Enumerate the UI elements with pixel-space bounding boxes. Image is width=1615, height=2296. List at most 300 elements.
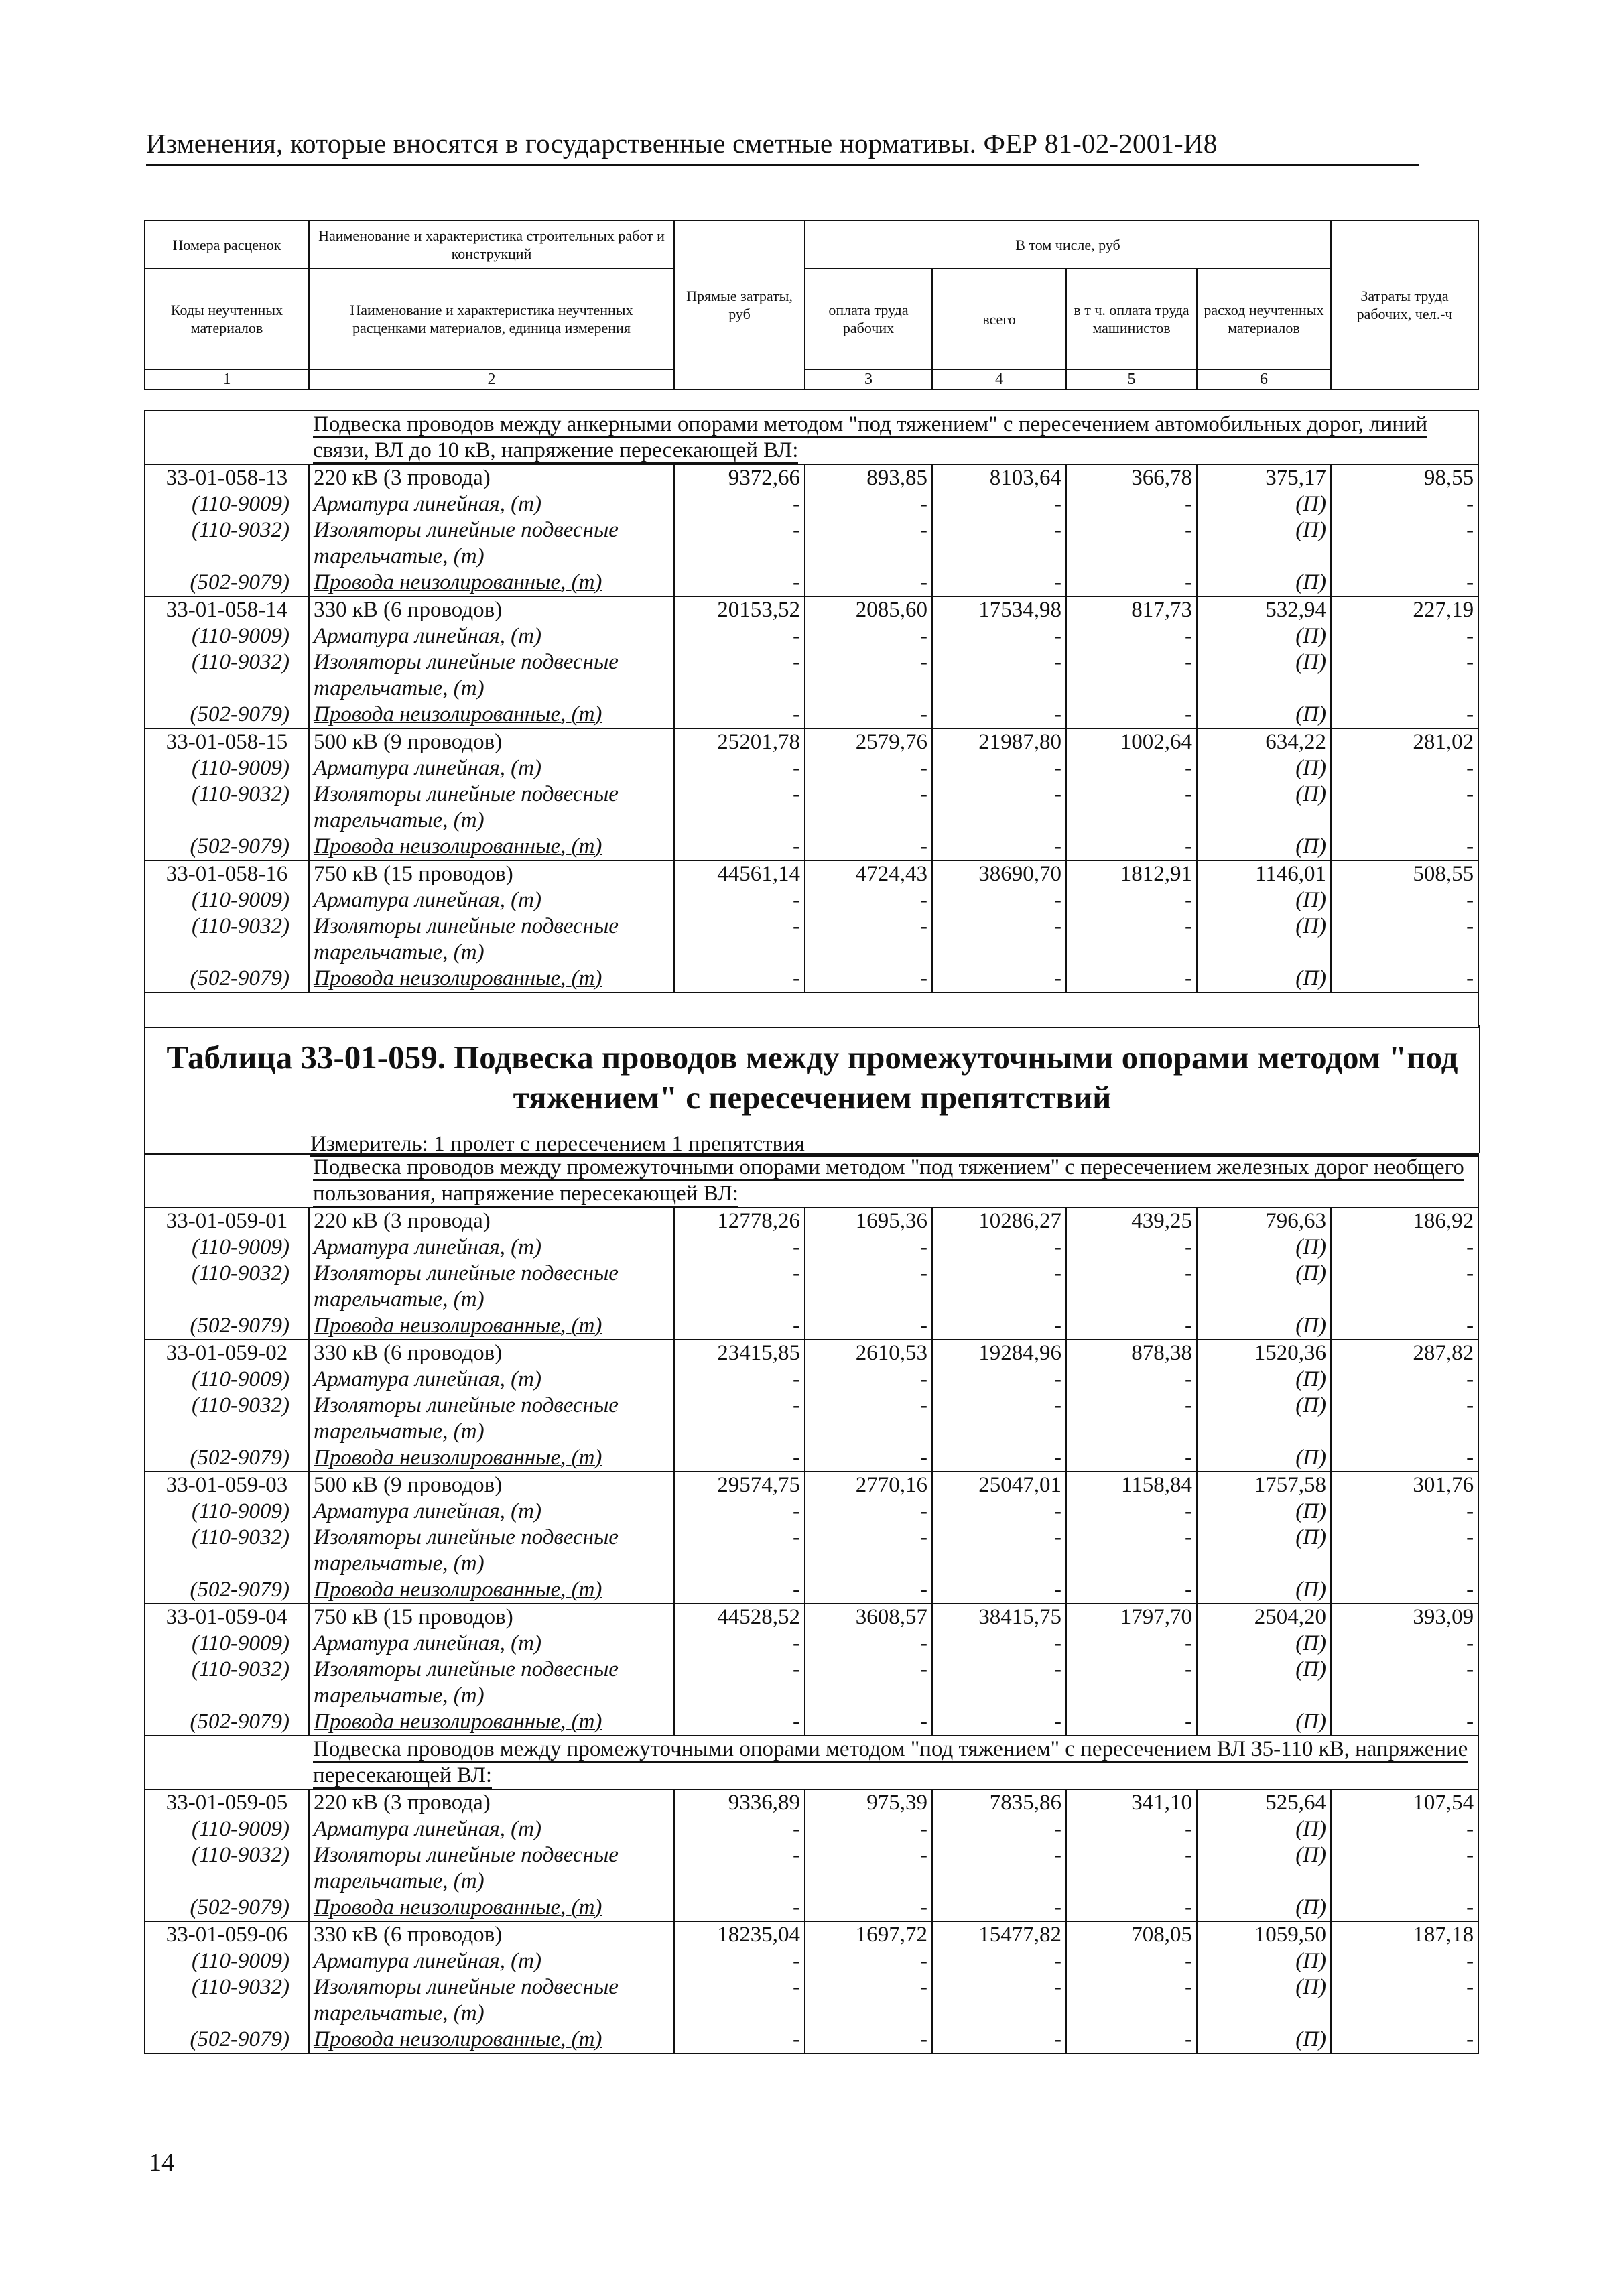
- operator-pay: 366,78: [1066, 464, 1197, 491]
- rate-code: 33-01-059-04: [145, 1604, 309, 1631]
- material-row: [145, 1895, 1478, 1921]
- labor-hours: -: [1331, 1895, 1478, 1921]
- section-heading: [309, 411, 1478, 464]
- material-code: (110-9009): [145, 623, 309, 649]
- operator-pay: -: [1066, 1498, 1197, 1525]
- machines-total: [932, 1287, 1066, 1313]
- material-use: (П): [1197, 966, 1331, 993]
- labor-hours: -: [1331, 1261, 1478, 1287]
- direct-costs: 9336,89: [674, 1789, 805, 1816]
- direct-costs: -: [674, 1709, 805, 1736]
- worker-pay: -: [805, 1313, 932, 1340]
- material-code: (110-9032): [145, 649, 309, 676]
- labor-hours: -: [1331, 1842, 1478, 1868]
- direct-costs: -: [674, 1313, 805, 1340]
- worker-pay: -: [805, 1525, 932, 1551]
- column-number-3: 3: [805, 369, 932, 389]
- material-row: [145, 808, 1478, 834]
- material-code: (110-9009): [145, 1366, 309, 1393]
- material-use: (П): [1197, 649, 1331, 676]
- labor-hours: [1331, 1419, 1478, 1445]
- header-including: В том числе, руб: [805, 220, 1331, 269]
- material-use: (П): [1197, 834, 1331, 860]
- operator-pay: [1066, 808, 1197, 834]
- material-row: [145, 491, 1478, 517]
- worker-pay: -: [805, 913, 932, 940]
- material-row: [145, 1366, 1478, 1393]
- material-use: (П): [1197, 517, 1331, 544]
- operator-pay: -: [1066, 781, 1197, 808]
- operator-pay: 1812,91: [1066, 860, 1197, 887]
- material-name: Изоляторы линейные подвесные: [309, 1261, 674, 1287]
- direct-costs: -: [674, 491, 805, 517]
- material-code: (110-9032): [145, 1842, 309, 1868]
- machines-total: [932, 1868, 1066, 1895]
- material-row: [145, 1287, 1478, 1313]
- material-code: (110-9032): [145, 1657, 309, 1683]
- material-name: Провода неизолированные, (т): [309, 834, 674, 860]
- material-code: (502-9079): [145, 834, 309, 860]
- direct-costs: -: [674, 1657, 805, 1683]
- direct-costs: -: [674, 887, 805, 913]
- direct-costs: 12778,26: [674, 1208, 805, 1234]
- worker-pay: -: [805, 1842, 932, 1868]
- page-number: 14: [149, 2149, 174, 2177]
- table-title-block: [144, 1025, 1480, 1156]
- machines-total: -: [932, 1261, 1066, 1287]
- material-code: (502-9079): [145, 1577, 309, 1604]
- operator-pay: -: [1066, 1234, 1197, 1261]
- worker-pay: -: [805, 623, 932, 649]
- lower-table-body: [144, 1153, 1479, 2054]
- material-use: [1197, 1287, 1331, 1313]
- material-row: [145, 1551, 1478, 1577]
- material-use: 375,17: [1197, 464, 1331, 491]
- worker-pay: -: [805, 834, 932, 860]
- machines-total: -: [932, 1631, 1066, 1657]
- rate-name: 330 кВ (6 проводов): [309, 1340, 674, 1366]
- material-row: [145, 544, 1478, 570]
- worker-pay: [805, 1868, 932, 1895]
- direct-costs: -: [674, 1816, 805, 1842]
- direct-costs: -: [674, 1498, 805, 1525]
- rate-row: [145, 1208, 1478, 1234]
- material-row: [145, 887, 1478, 913]
- material-code: [145, 1551, 309, 1577]
- machines-total: -: [932, 1948, 1066, 1974]
- machines-total: [932, 1419, 1066, 1445]
- operator-pay: 708,05: [1066, 1921, 1197, 1948]
- direct-costs: 29574,75: [674, 1472, 805, 1498]
- table-title: Таблица 33-01-059. Подвеска проводов между промежуточными опорами методом "под тяжением" с пересечением препятствий: [166, 1039, 1458, 1116]
- worker-pay: -: [805, 1261, 932, 1287]
- measure-unit: Измеритель: 1 пролет с пересечением 1 препятствия: [310, 1133, 1479, 1157]
- material-code: (110-9032): [145, 913, 309, 940]
- worker-pay: -: [805, 1895, 932, 1921]
- header-material-name: Наименование и характеристика неучтенных расценками материалов, единица измерения: [309, 269, 674, 369]
- direct-costs: [674, 808, 805, 834]
- machines-total: -: [932, 1525, 1066, 1551]
- material-use: (П): [1197, 1234, 1331, 1261]
- worker-pay: 2610,53: [805, 1340, 932, 1366]
- material-row: [145, 1842, 1478, 1868]
- column-number-1: 1: [145, 369, 309, 389]
- material-name: Изоляторы линейные подвесные: [309, 913, 674, 940]
- labor-hours: [1331, 1551, 1478, 1577]
- material-code: (110-9032): [145, 1974, 309, 2000]
- worker-pay: -: [805, 1498, 932, 1525]
- material-use: (П): [1197, 570, 1331, 596]
- direct-costs: [674, 1868, 805, 1895]
- direct-costs: -: [674, 834, 805, 860]
- labor-hours: -: [1331, 1657, 1478, 1683]
- machines-total: -: [932, 1816, 1066, 1842]
- machines-total: -: [932, 1842, 1066, 1868]
- worker-pay: 2579,76: [805, 728, 932, 755]
- operator-pay: [1066, 1683, 1197, 1709]
- labor-hours: 107,54: [1331, 1789, 1478, 1816]
- labor-hours: -: [1331, 966, 1478, 993]
- operator-pay: 439,25: [1066, 1208, 1197, 1234]
- material-use: (П): [1197, 913, 1331, 940]
- section-heading-text: Подвеска проводов между промежуточными опорами методом "под тяжением" с пересечением ВЛ 35-110 кВ, напряжение пересекающей ВЛ:: [313, 1737, 1468, 1787]
- direct-costs: -: [674, 623, 805, 649]
- machines-total: -: [932, 913, 1066, 940]
- material-use: [1197, 1683, 1331, 1709]
- operator-pay: -: [1066, 1313, 1197, 1340]
- material-use: (П): [1197, 1393, 1331, 1419]
- section-heading-text: Подвеска проводов между промежуточными опорами методом "под тяжением" с пересечением железных дорог необщего пользования, напряжение пересекающей ВЛ:: [313, 1155, 1464, 1206]
- material-code: (110-9009): [145, 491, 309, 517]
- operator-pay: -: [1066, 1816, 1197, 1842]
- rate-row: [145, 728, 1478, 755]
- material-use: 1059,50: [1197, 1921, 1331, 1948]
- machines-total: -: [932, 1974, 1066, 2000]
- direct-costs: -: [674, 755, 805, 781]
- material-row: [145, 570, 1478, 596]
- direct-costs: 44561,14: [674, 860, 805, 887]
- rate-row: [145, 1921, 1478, 1948]
- material-row: [145, 1657, 1478, 1683]
- operator-pay: [1066, 1287, 1197, 1313]
- material-name: тарельчатые, (т): [309, 940, 674, 966]
- worker-pay: -: [805, 1366, 932, 1393]
- machines-total: 7835,86: [932, 1789, 1066, 1816]
- machines-total: -: [932, 1366, 1066, 1393]
- section-code-blank: [145, 411, 309, 464]
- material-name: Изоляторы линейные подвесные: [309, 1974, 674, 2000]
- material-name: Арматура линейная, (т): [309, 1366, 674, 1393]
- labor-hours: -: [1331, 623, 1478, 649]
- material-row: [145, 623, 1478, 649]
- worker-pay: -: [805, 1234, 932, 1261]
- worker-pay: [805, 1683, 932, 1709]
- operator-pay: -: [1066, 834, 1197, 860]
- operator-pay: -: [1066, 1948, 1197, 1974]
- worker-pay: -: [805, 1631, 932, 1657]
- direct-costs: -: [674, 1895, 805, 1921]
- material-use: [1197, 1551, 1331, 1577]
- operator-pay: -: [1066, 649, 1197, 676]
- labor-hours: -: [1331, 755, 1478, 781]
- operator-pay: -: [1066, 2027, 1197, 2053]
- material-use: (П): [1197, 755, 1331, 781]
- operator-pay: 878,38: [1066, 1340, 1197, 1366]
- machines-total: 38415,75: [932, 1604, 1066, 1631]
- worker-pay: 893,85: [805, 464, 932, 491]
- labor-hours: 393,09: [1331, 1604, 1478, 1631]
- rate-code: 33-01-059-06: [145, 1921, 309, 1948]
- machines-total: 38690,70: [932, 860, 1066, 887]
- labor-hours: -: [1331, 517, 1478, 544]
- worker-pay: -: [805, 887, 932, 913]
- worker-pay: -: [805, 1816, 932, 1842]
- section-code-blank: [145, 1154, 309, 1208]
- material-code: (110-9009): [145, 1816, 309, 1842]
- worker-pay: [805, 808, 932, 834]
- material-name: Провода неизолированные, (т): [309, 966, 674, 993]
- labor-hours: -: [1331, 1631, 1478, 1657]
- direct-costs: [674, 1683, 805, 1709]
- worker-pay: 2770,16: [805, 1472, 932, 1498]
- material-name: Провода неизолированные, (т): [309, 1577, 674, 1604]
- labor-hours: -: [1331, 913, 1478, 940]
- labor-hours: -: [1331, 702, 1478, 728]
- section-heading-row: [145, 1154, 1478, 1208]
- operator-pay: -: [1066, 966, 1197, 993]
- worker-pay: -: [805, 966, 932, 993]
- material-code: [145, 1419, 309, 1445]
- material-code: (110-9009): [145, 755, 309, 781]
- direct-costs: -: [674, 649, 805, 676]
- material-row: [145, 913, 1478, 940]
- operator-pay: -: [1066, 517, 1197, 544]
- labor-hours: [1331, 2000, 1478, 2027]
- material-code: (502-9079): [145, 1445, 309, 1472]
- rate-row: [145, 1604, 1478, 1631]
- labor-hours: -: [1331, 1313, 1478, 1340]
- direct-costs: -: [674, 781, 805, 808]
- direct-costs: -: [674, 570, 805, 596]
- material-name: Изоляторы линейные подвесные: [309, 781, 674, 808]
- direct-costs: -: [674, 966, 805, 993]
- operator-pay: [1066, 1419, 1197, 1445]
- rate-name: 330 кВ (6 проводов): [309, 596, 674, 623]
- material-use: (П): [1197, 1948, 1331, 1974]
- direct-costs: -: [674, 1234, 805, 1261]
- table-spacer: [145, 993, 1478, 1027]
- material-use: (П): [1197, 1657, 1331, 1683]
- material-use: 2504,20: [1197, 1604, 1331, 1631]
- labor-hours: -: [1331, 887, 1478, 913]
- worker-pay: -: [805, 781, 932, 808]
- material-code: (502-9079): [145, 570, 309, 596]
- machines-total: -: [932, 702, 1066, 728]
- material-code: [145, 808, 309, 834]
- material-use: (П): [1197, 781, 1331, 808]
- section-heading-row: [145, 1736, 1478, 1789]
- material-name: Арматура линейная, (т): [309, 1498, 674, 1525]
- material-use: [1197, 1419, 1331, 1445]
- material-use: (П): [1197, 1816, 1331, 1842]
- column-number-2: 2: [309, 369, 674, 389]
- rate-code: 33-01-059-02: [145, 1340, 309, 1366]
- material-use: (П): [1197, 1261, 1331, 1287]
- operator-pay: -: [1066, 702, 1197, 728]
- material-row: [145, 1234, 1478, 1261]
- worker-pay: -: [805, 491, 932, 517]
- material-row: [145, 1816, 1478, 1842]
- direct-costs: [674, 1287, 805, 1313]
- operator-pay: -: [1066, 570, 1197, 596]
- material-row: [145, 1498, 1478, 1525]
- material-code: (110-9032): [145, 1525, 309, 1551]
- material-name: Арматура линейная, (т): [309, 887, 674, 913]
- labor-hours: -: [1331, 834, 1478, 860]
- operator-pay: [1066, 1551, 1197, 1577]
- material-name: тарельчатые, (т): [309, 1868, 674, 1895]
- operator-pay: -: [1066, 623, 1197, 649]
- direct-costs: [674, 1419, 805, 1445]
- material-row: [145, 1683, 1478, 1709]
- material-code: (110-9009): [145, 1498, 309, 1525]
- labor-hours: 227,19: [1331, 596, 1478, 623]
- material-name: Изоляторы линейные подвесные: [309, 1842, 674, 1868]
- direct-costs: -: [674, 1631, 805, 1657]
- material-row: [145, 1577, 1478, 1604]
- machines-total: -: [932, 2027, 1066, 2053]
- material-code: [145, 1683, 309, 1709]
- material-use: (П): [1197, 1445, 1331, 1472]
- material-name: тарельчатые, (т): [309, 1287, 674, 1313]
- machines-total: [932, 808, 1066, 834]
- material-row: [145, 1419, 1478, 1445]
- direct-costs: -: [674, 1525, 805, 1551]
- labor-hours: -: [1331, 1816, 1478, 1842]
- labor-hours: -: [1331, 1366, 1478, 1393]
- section-heading-row: [145, 411, 1478, 464]
- material-use: 796,63: [1197, 1208, 1331, 1234]
- material-row: [145, 1974, 1478, 2000]
- material-name: Изоляторы линейные подвесные: [309, 1657, 674, 1683]
- material-use: (П): [1197, 1895, 1331, 1921]
- material-use: (П): [1197, 623, 1331, 649]
- direct-costs: -: [674, 1366, 805, 1393]
- material-name: тарельчатые, (т): [309, 1683, 674, 1709]
- material-name: Изоляторы линейные подвесные: [309, 517, 674, 544]
- labor-hours: -: [1331, 1498, 1478, 1525]
- material-name: тарельчатые, (т): [309, 676, 674, 702]
- material-code: (502-9079): [145, 1313, 309, 1340]
- rate-name: 220 кВ (3 провода): [309, 1789, 674, 1816]
- section-heading: [309, 1154, 1478, 1208]
- rate-row: [145, 860, 1478, 887]
- machines-total: -: [932, 517, 1066, 544]
- labor-hours: -: [1331, 649, 1478, 676]
- direct-costs: 23415,85: [674, 1340, 805, 1366]
- operator-pay: -: [1066, 1842, 1197, 1868]
- operator-pay: -: [1066, 1657, 1197, 1683]
- material-code: (502-9079): [145, 1709, 309, 1736]
- column-number-4: 4: [932, 369, 1066, 389]
- header-machines-total: всего: [932, 269, 1066, 369]
- operator-pay: -: [1066, 1525, 1197, 1551]
- material-use: (П): [1197, 1842, 1331, 1868]
- rate-name: 220 кВ (3 провода): [309, 1208, 674, 1234]
- rate-row: [145, 1472, 1478, 1498]
- material-code: [145, 676, 309, 702]
- worker-pay: [805, 1419, 932, 1445]
- rate-name: 220 кВ (3 провода): [309, 464, 674, 491]
- material-row: [145, 755, 1478, 781]
- machines-total: [932, 1683, 1066, 1709]
- material-code: (110-9009): [145, 887, 309, 913]
- direct-costs: [674, 544, 805, 570]
- material-name: Арматура линейная, (т): [309, 1631, 674, 1657]
- worker-pay: -: [805, 1974, 932, 2000]
- material-code: (110-9009): [145, 1948, 309, 1974]
- operator-pay: -: [1066, 1709, 1197, 1736]
- machines-total: -: [932, 649, 1066, 676]
- rate-code: 33-01-059-05: [145, 1789, 309, 1816]
- material-code: (502-9079): [145, 966, 309, 993]
- machines-total: [932, 1551, 1066, 1577]
- header-direct-costs: Прямые затраты, руб: [674, 220, 805, 389]
- column-numbers-row: [145, 369, 1478, 389]
- machines-total: 17534,98: [932, 596, 1066, 623]
- operator-pay: 1797,70: [1066, 1604, 1197, 1631]
- worker-pay: -: [805, 1393, 932, 1419]
- material-use: [1197, 544, 1331, 570]
- machines-total: 15477,82: [932, 1921, 1066, 1948]
- material-code: [145, 1287, 309, 1313]
- machines-total: -: [932, 1498, 1066, 1525]
- material-name: Провода неизолированные, (т): [309, 702, 674, 728]
- material-row: [145, 1948, 1478, 1974]
- labor-hours: 281,02: [1331, 728, 1478, 755]
- material-code: (110-9032): [145, 1261, 309, 1287]
- material-use: (П): [1197, 1313, 1331, 1340]
- material-use: (П): [1197, 1974, 1331, 2000]
- worker-pay: 1695,36: [805, 1208, 932, 1234]
- material-row: [145, 940, 1478, 966]
- material-name: Изоляторы линейные подвесные: [309, 649, 674, 676]
- material-row: [145, 781, 1478, 808]
- material-row: [145, 676, 1478, 702]
- material-row: [145, 1261, 1478, 1287]
- material-use: 1520,36: [1197, 1340, 1331, 1366]
- rate-row: [145, 596, 1478, 623]
- labor-hours: [1331, 676, 1478, 702]
- material-name: Арматура линейная, (т): [309, 1816, 674, 1842]
- section-code-blank: [145, 1736, 309, 1789]
- section-heading-text: Подвеска проводов между анкерными опорами методом "под тяжением" с пересечением автомобильных дорог, линий связи, ВЛ до 10 кВ, напряжение пересекающей ВЛ:: [313, 412, 1428, 462]
- rate-code: 33-01-059-01: [145, 1208, 309, 1234]
- machines-total: -: [932, 1709, 1066, 1736]
- operator-pay: -: [1066, 1895, 1197, 1921]
- labor-hours: [1331, 1868, 1478, 1895]
- rate-code: 33-01-058-16: [145, 860, 309, 887]
- labor-hours: -: [1331, 1974, 1478, 2000]
- labor-hours: -: [1331, 1445, 1478, 1472]
- worker-pay: -: [805, 702, 932, 728]
- material-row: [145, 1709, 1478, 1736]
- material-use: (П): [1197, 1709, 1331, 1736]
- material-row: [145, 966, 1478, 993]
- rate-name: 500 кВ (9 проводов): [309, 1472, 674, 1498]
- material-row: [145, 1868, 1478, 1895]
- material-name: Арматура линейная, (т): [309, 1234, 674, 1261]
